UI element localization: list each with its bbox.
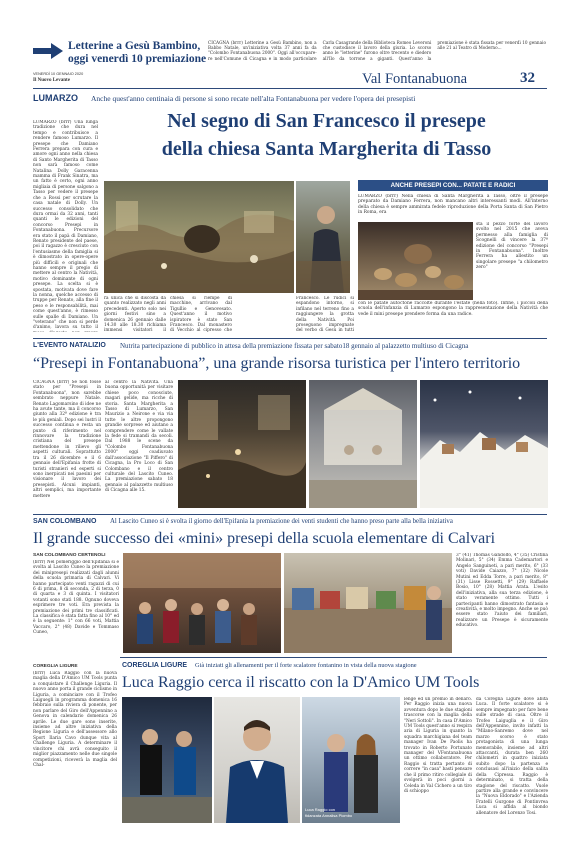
story1-rule bbox=[33, 338, 547, 339]
story3-photo-display bbox=[284, 553, 452, 653]
story1-main-photo bbox=[104, 181, 294, 293]
story1-side-photo bbox=[296, 181, 350, 293]
paper-name: Il Nuovo Levante bbox=[33, 78, 70, 83]
story2-photo-church bbox=[178, 380, 306, 508]
story4-photo-couple bbox=[302, 697, 400, 823]
section-title: Val Fontanabuona bbox=[362, 71, 468, 87]
story3-kicker: SAN COLOMBANO bbox=[33, 518, 97, 525]
story2-photo-nativity-white bbox=[309, 380, 417, 508]
story4-photo-cyclists bbox=[122, 697, 212, 823]
masthead-rule bbox=[33, 88, 547, 89]
story3-photo-class bbox=[123, 553, 281, 653]
story2-photo-snow-village bbox=[420, 380, 548, 508]
story2-kicker: L'EVENTO NATALIZIO bbox=[33, 342, 106, 349]
story4-col2: lenge ed un premio in denaro. Per Raggio inizia una nuova avventura dopo le due stagioni trascorse con la maglia della "Neri Sottoli". In casa D'Amico UM Tools quest'anno si respira aria di Liguria in quanto la squadra marchigiana del team manager Ivan De Paolis ha trovato in Roberto Portunato manager del VFontanabuona un ottimo collaboratore. Per Raggio si tratta pertanto di correre "in casa" basti pensare che il primo ritiro collegiale di svolgerà in poci giorni a Celeda in Val Cichero a un tiro di schioppo bbox=[404, 697, 472, 794]
story4-kicker: COREGLIA LIGURE bbox=[122, 662, 188, 669]
story3-kicker-text: Al Lascito Cuneo si è svolta il giorno dell'Epifania la premiazione dei venti studenti che hanno preso parte alla bella iniziativa bbox=[110, 518, 453, 525]
story3-dateline: SAN COLOMBANO CERTENOLI bbox=[33, 553, 106, 558]
story1-col3: chiesa si riempe di macchine, arrivano dal Tigullio e Genovesato. Quest'anno il motivo ispiratore è stato San Francesco. Dal monastero di Vecchio al cipresso che bbox=[170, 296, 232, 334]
story1-col4-visible: Francesco. Le rudici si espandono intorno, si infilano nel terreno fino a raggiungere la grotta della Natività. Poi proseguono impregnate del verbo di Gesù in tutti bbox=[296, 296, 354, 334]
story2-kicker-text: Nutrita partecipazione di pubblico in attesa della premiazione fissata per sabato18 gennaio al palazzetto multiuso di Cicagna bbox=[120, 342, 469, 350]
teaser-arrow-icon bbox=[33, 43, 63, 59]
sidebar1-body-right: sta il pezzo forte del lavoro svolto nel 2015 che aveva permesso alla famiglia di Scognelli di vincere la 37ª edizione del concorso "Presepi in Fontanabuona". Inoltre Ferrera ha allestito un singolare presepe "a chilometro zero" bbox=[476, 222, 548, 271]
story3-col2: 3° (41) Thomas Gandolfo, 4° (35) Cristina Molinari, 5° (34) Emma Cademartori e Angelo Sanguineti, a pari merito, 6° (33 voti) Davide Caiazzo, 7° (32) Nicole Mutini ed Edda Torre, a pari merito, 8° (31) Lisse Rossetti, 9° (29) Raffaele Bosio, 10° (28) Mattia Arata. L'esito dell'iniziativa, alla sua terza edizione, è stato veramente ottimo. Tutti i partecipanti hanno dimostrato fantasia e creatività, e molto impegno. Anche se può essere stato l'aiuto dei familiari, realizzare un Presepe è sicuramente educativo. bbox=[456, 553, 548, 629]
story2-col2: al centro la Natività. Una buona opportunità per visitare chiese poco conosciute, magari gelide, ma ricche di storia. Santa Margherita a Tasso di Lumarzo, San Maurizio a Neirone e via via tutte le altre propongono grandie sorprese ed aiutano a comprendere come le vallate la fede si tramandi da secoli. Dal 1988 le scene da "Colombo Fontanabuona 2000" oggi coadiuvato dall'associazione "Il Piffero" di Cicagna, la Pro Loco di San Colombano e il centro culturale del Lascito Cuneo. La premiazione sabato 18 gennaio al palazzetto multiuso di Cicagna alle 15. bbox=[105, 380, 173, 494]
story4-photo-caption-1: Luca Raggio con bbox=[305, 807, 336, 812]
teaser-title-line2: oggi venerdì 10 premiazione bbox=[68, 53, 207, 65]
sidebar1-potato-photo bbox=[358, 222, 473, 300]
story4-photo-caption-2: fidanzata Annalisa Piombo bbox=[305, 813, 353, 818]
story1-kicker-text: Anche quest'anno centinaia di persone si sono recate nell'alta Fontanabuona per vedere l'opera dei presepisti bbox=[91, 94, 416, 103]
story4-col1: (brrr) Luca Raggio con la nuova maglia della D'Amico UM Tools punta a conquistare il Challenge Liguria. Il nuovo anno porta il grande ciclismo in Liguria, a cominciare con il Trofeo Laiguegli in programma domenica 16 febbraio sulla riviera di ponente, per non parlare del Giro dell'Appennino a Genova in calendario domenica 26 aprile. Le due gare sono inserite, insieme ad altre iniziativa della Regione Liguria e dell'assessore allo Sport Ilaria Cavo dunque vita al Challenge Liguria. A determinare il vincitore chi avrà conseguito il miglior piazzamento nelle due singole competizioni, riceverà la maglia del Chal- bbox=[33, 671, 117, 768]
story2-headline: “Presepi in Fontanabuona”, una grande risorsa turistica per l'intero territorio bbox=[33, 355, 521, 372]
story3-rule bbox=[120, 657, 547, 658]
story2-rule bbox=[33, 514, 547, 515]
story3-col1: (brrr) Nel pomeriggio dell'Epifania si è svolta al Lascito Cuneo la premiazione dei minipresepi realizzati dagli alunni della scuola primaria di Calvari. Vi hanno partecipato venti ragazzi di cui 6 di prima, 8 di seconda, 2 di terza, 0 di quarta e 3 di quinta. I visitatori votanti sono stati 188. Ognuno doveva esprimere tre voti. Era prevista la premiazione dei primi tre classificati. La classifica è stata fatta fino al 10° ed è la seguente: 1° con 66 voti, Mattia Vaccaro, 2° (48) Davide e Tommaso Cuneo, bbox=[33, 560, 119, 636]
story4-headline: Luca Raggio cerca il riscatto con la D'Amico UM Tools bbox=[122, 674, 480, 691]
page-number: 32 bbox=[520, 70, 535, 86]
teaser-body: CICAGNA (brrr) Letterine a Gesù Bambino, non a Babbo Natale, un'iniziativa volta 37 anni fa da "Colombo Fontanabuona 2000". Oggi all'occupare- re nell'Comune di Cicagna e in modo particolare Carla Casagrande della Biblioteca Romeo Leveroni che custodisce il lavoro della giuria. Lo scorso anno le "letterine" furono oltre trecento e diedero all'Ilo da torrone a giganti. Quest'anno la premiazione è stata fissata per venerdì 10 gennaio alle 21 al Teatro di Moderno... bbox=[208, 40, 546, 61]
story3-headline: Il grande successo dei «mini» presepi della scuola elementare di Calvari bbox=[33, 530, 496, 547]
sidebar1-body-top: LUMARZO (brrr) Nella chiesa di Santa Margherita a Tasso, oltre il presepe preparato da Damiano Ferrera, non mancano altri interessanti modi. All'interno della chiesa è sempre ammirata fedele riproduzione della Porta Santa di San Pietro in Roma, era bbox=[358, 194, 548, 216]
story4-kicker-text: Già iniziati gli allenamenti per il forte scalatore fontanino in vista della nuova stagione bbox=[195, 662, 417, 669]
story1-headline-line2: della chiesa Santa Margherita di Tasso bbox=[161, 138, 492, 160]
teaser-title-line1: Letterine a Gesù Bambino, bbox=[68, 40, 201, 52]
sidebar1-body-bottom: con le patate autoctone raccolte durante l'estate (nella foto). Infine, i piccoli della scuola dell'infanzia di Lumarzo espongono la rappresentazione della Natività che vede il mini presepe prendere forma da una radice. bbox=[358, 301, 548, 317]
story4-col3: da Coreglia Ligure dove abita Luca. Il forte scalatore si è sempre impegnato per fare bene sulle strade di casa. Oltre il Trofeo Laiguglia e il Giro dell'Appennino, invito infatti la "Milano-Sanremo dove nel marzo scorso è stato protagonista di una lunga memorabile, insieme ad altri attaccanti, durata ben 260 chilometri in quattro iniziata subito dopo la partenza e conclusasi all'inizio della salita della Cipressa. Raggio è determinato, si tratta della stagione del riscatto. Vuole partire alla grande e convincere la "Nuova Eldorado" e l'Azienda Fratelli Gurgone di Pontinvrea Luca si affida al biondo allenatore del Lorenzo Tosi. bbox=[476, 697, 548, 816]
story1-col2: ra unica che si discosta da quanto realizzato negli anni precedenti. Aperto solo nei giorni festivi sino a domenica 26 gennaio dalle 14.30 alle 18.30 richiama immensi visitatori il bbox=[104, 296, 166, 334]
story1-kicker: LUMARZO bbox=[33, 93, 78, 103]
story2-col1: CICAGNA (brrr) Se non fosse stato per "Presepi in Fontanabuona", non sarebbe sembrato neppure Natale. Renato Lagomarsino di idee ne ha avute tante, ma il concorso giunto alla 32ª edizione è tra le più geniali. Dopo sei lustri il successo continua e resta un punto di riferimento nel rinnovare la tradizione cristiana del presepe mettendone in rilievo gli aspetti culturali. Soprattutto tra il 26 dicembre e il 6 gennaio dell'Epifania frotte di turisti stranieri ed esperti si sono inerpicati nei paesini per visionare il lavoro dei presepisti. Alcuni impianti, altri semplici, ma importante mettere bbox=[33, 380, 101, 499]
story1-headline-line1: Nel segno di San Francesco il presepe bbox=[167, 110, 486, 132]
issue-date: VENERDÌ 10 GENNAIO 2020 bbox=[33, 72, 84, 76]
story4-dateline: COREGLIA LIGURE bbox=[33, 664, 78, 669]
story4-photo-portrait bbox=[214, 697, 300, 823]
story1-col1: LUMARZO (brrr) Una lunga tradizione che dura nel tempo e contribuisce a rendere famoso Lumarzo. Il presepe che Damiano Ferrera prepara con cura e amore ogni anno nella chiesa di Santo Margherita di Tasso non sarà famoso come Natalina Dolly Garacenna mamma di Frank Sinatra, ma un fatto è certo, ogni anno migliaia di persone salgono a Tasso per vedere il presepe che a Rossi per scrutare la casa natale di Dolly. Un successo consolidato che dura ormai da 32 anni, tanti quanti le edizioni del concorso Presepi in Fontanabuona. Precursore era stato il papà di Damiano, Renato presidente del paese, poi il ragazzo è cresciuto con l'entusiasmo della famiglia si è dimostrato in opere-opere più difficili e originali che hanno sempre il pregio di mettere al centro la Natività, motivo dominante di ogni presepe. La scelta si è spostata, motivata dove fare la nonna, quelche accesso di truppe per Renato, alla fine il peso e le responsabilità, mai come quest'anno, è rimesso sulle spalle di Damiano. Un "veterano" che non si perde d'animo, lavora su tutto il bbox=[33, 120, 98, 331]
sidebar1-title: ANCHE PRESEPI CON... PATATE E RADICI bbox=[358, 180, 548, 191]
